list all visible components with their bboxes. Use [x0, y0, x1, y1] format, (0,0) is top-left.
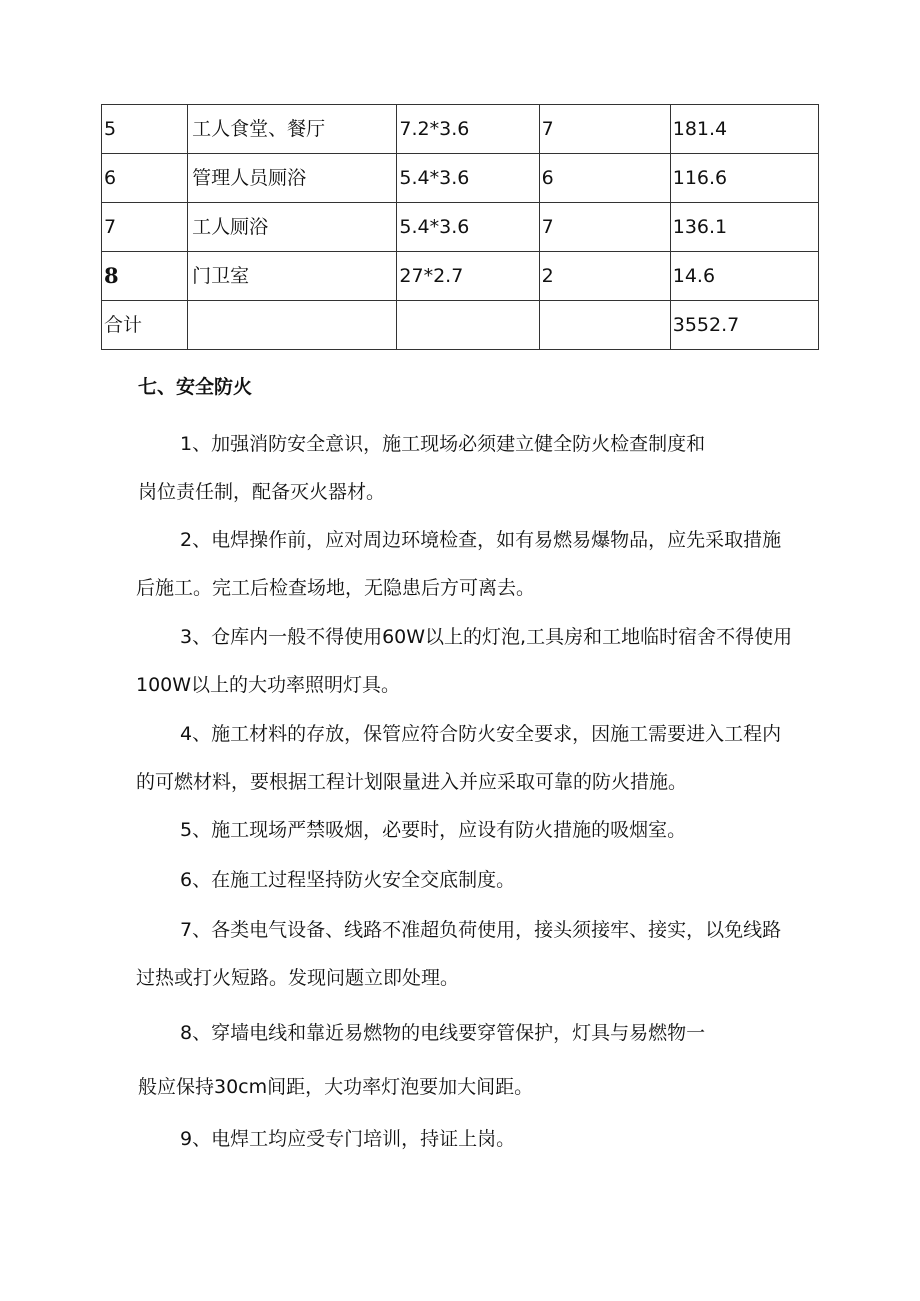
- paragraph-item: [138, 720, 838, 796]
- paragraph-item: [138, 816, 838, 844]
- table-cell-no: 5: [102, 105, 188, 154]
- table-row: [102, 252, 819, 301]
- table-cell-area: 14.6: [670, 252, 818, 301]
- paragraph-item: [138, 916, 838, 992]
- table-cell-qty: 7: [539, 105, 670, 154]
- table-cell-qty: 2: [539, 252, 670, 301]
- table-cell-name: 工人厕浴: [188, 203, 397, 252]
- table-cell-qty: 7: [539, 203, 670, 252]
- table-cell-no: 8: [102, 252, 188, 301]
- paragraph-line: 4、施工材料的存放，保管应符合防火安全要求，因施工需要进入工程内: [180, 723, 782, 745]
- table-cell-size: [397, 301, 539, 350]
- paragraph-line: 1、加强消防安全意识，施工现场必须建立健全防火检查制度和: [180, 433, 706, 455]
- table-total-row: [102, 301, 819, 350]
- table-cell-name: 管理人员厕浴: [188, 154, 397, 203]
- table-cell-size: 27*2.7: [397, 252, 539, 301]
- paragraph-line: 后施工。完工后检查场地，无隐患后方可离去。: [136, 577, 536, 599]
- table-row: [102, 203, 819, 252]
- paragraph-line: 6、在施工过程坚持防火安全交底制度。: [180, 869, 516, 891]
- table-cell-name: [188, 301, 397, 350]
- table-cell-no: 6: [102, 154, 188, 203]
- table-cell-area: 181.4: [670, 105, 818, 154]
- table-cell-size: 5.4*3.6: [397, 154, 539, 203]
- table-row: [102, 105, 819, 154]
- table-row: [102, 154, 819, 203]
- paragraph-line: 3、仓库内一般不得使用60W以上的灯泡,工具房和工地临时宿舍不得使用: [180, 626, 793, 648]
- table-cell-no: 7: [102, 203, 188, 252]
- table-cell-total-label: 合计: [102, 301, 188, 350]
- table-cell-qty: 6: [539, 154, 670, 203]
- paragraph-line: 般应保持30cm间距，大功率灯泡要加大间距。: [138, 1076, 534, 1098]
- paragraph-line: 2、电焊操作前，应对周边环境检查，如有易燃易爆物品，应先采取措施: [180, 529, 782, 551]
- table-cell-area: 116.6: [670, 154, 818, 203]
- section-heading: 七、安全防火: [138, 376, 253, 398]
- paragraph-item: [138, 526, 838, 602]
- table-cell-size: 5.4*3.6: [397, 203, 539, 252]
- paragraph-line: 7、各类电气设备、线路不准超负荷使用，接头须接牢、接实，以免线路: [180, 919, 782, 941]
- table-cell-qty: [539, 301, 670, 350]
- paragraph-item: [138, 430, 838, 506]
- paragraph-line: 9、电焊工均应受专门培训，持证上岗。: [180, 1128, 516, 1150]
- table-cell-name: 门卫室: [188, 252, 397, 301]
- table-cell-total-area: 3552.7: [670, 301, 818, 350]
- paragraph-item: [138, 1125, 838, 1153]
- paragraph-line: 8、穿墙电线和靠近易燃物的电线要穿管保护，灯具与易燃物一: [180, 1022, 706, 1044]
- paragraph-line: 过热或打火短路。发现问题立即处理。: [136, 967, 460, 989]
- table-cell-area: 136.1: [670, 203, 818, 252]
- table-cell-name: 工人食堂、餐厅: [188, 105, 397, 154]
- paragraph-item: [138, 623, 838, 699]
- paragraph-item: [138, 866, 838, 894]
- paragraph-line: 5、施工现场严禁吸烟，必要时，应设有防火措施的吸烟室。: [180, 819, 687, 841]
- paragraph-line: 100W以上的大功率照明灯具。: [136, 674, 401, 696]
- paragraph-item: [138, 1019, 838, 1101]
- facility-area-table: [101, 104, 819, 350]
- paragraph-line: 岗位责任制，配备灭火器材。: [138, 481, 386, 503]
- table-cell-size: 7.2*3.6: [397, 105, 539, 154]
- paragraph-line: 的可燃材料，要根据工程计划限量进入并应采取可靠的防火措施。: [136, 771, 688, 793]
